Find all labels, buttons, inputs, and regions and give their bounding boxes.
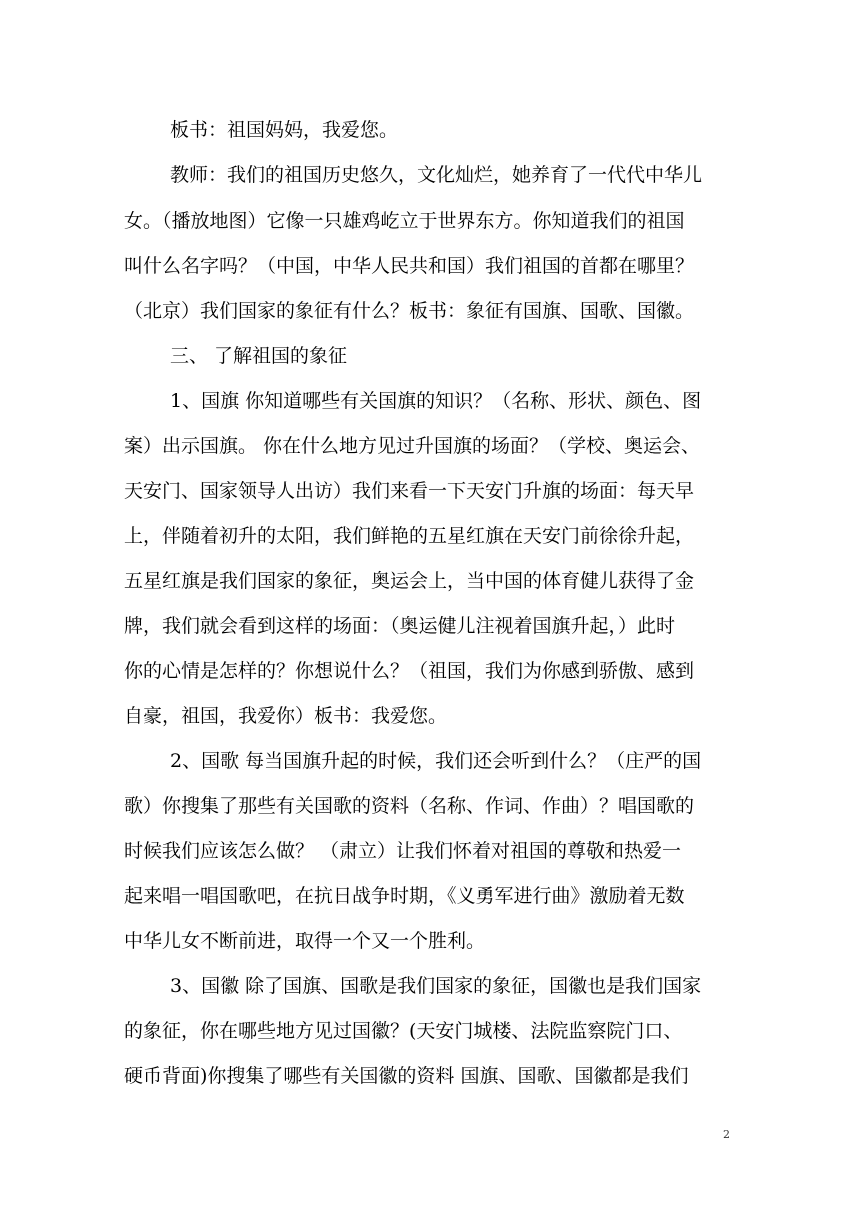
paragraph-line: 板书：祖国妈妈，我爱您。 [170,119,399,141]
paragraph-line: 歌）你搜集了那些有关国歌的资料（名称、作词、作曲）？唱国歌的 [124,795,695,817]
paragraph-line: 1、国旗 你知道哪些有关国旗的知识？（名称、形状、颜色、图 [170,390,702,412]
paragraph-line: 硬币背面)你搜集了哪些有关国徽的资料 国旗、国歌、国徽都是我们 [124,1065,689,1087]
paragraph-line: 时候我们应该怎么做？ （肃立）让我们怀着对祖国的尊敬和热爱一 [124,840,682,862]
paragraph-line: （北京）我们国家的象征有什么？板书：象征有国旗、国歌、国徽。 [124,300,695,322]
section-heading: 三、 了解祖国的象征 [170,345,348,367]
paragraph-line: 上，伴随着初升的太阳，我们鲜艳的五星红旗在天安门前徐徐升起， [124,525,695,547]
paragraph-line: 2、国歌 每当国旗升起的时候，我们还会听到什么？（庄严的国 [170,750,702,772]
paragraph-line: 叫什么名字吗？（中国，中华人民共和国）我们祖国的首都在哪里？ [124,255,695,277]
paragraph-line: 教师：我们的祖国历史悠久，文化灿烂，她养育了一代代中华儿 [170,164,703,186]
paragraph-line: 女。（播放地图）它像一只雄鸡屹立于世界东方。你知道我们的祖国 [124,210,685,232]
paragraph-line: 案）出示国旗。 你在什么地方见过升国旗的场面？（学校、奥运会、 [124,435,701,457]
paragraph-line: 起来唱一唱国歌吧，在抗日战争时期，《义勇军进行曲》激励着无数 [124,885,685,907]
paragraph-line: 中华儿女不断前进，取得一个又一个胜利。 [124,930,486,952]
paragraph-line: 牌，我们就会看到这样的场面：（奥运健儿注视着国旗升起，）此时 [124,615,676,637]
paragraph-line: 自豪，祖国，我爱你）板书：我爱您。 [124,705,448,727]
paragraph-line: 五星红旗是我们国家的象征，奥运会上，当中国的体育健儿获得了金 [124,570,695,592]
page-number: 2 [723,1128,730,1141]
paragraph-line: 你的心情是怎样的？你想说什么？（祖国，我们为你感到骄傲、感到 [124,660,695,682]
paragraph-line: 3、国徽 除了国旗、国歌是我们国家的象征，国徽也是我们国家 [170,975,702,997]
paragraph-line: 天安门、国家领导人出访）我们来看一下天安门升旗的场面：每天早 [124,480,695,502]
paragraph-line: 的象征，你在哪些地方见过国徽？(天安门城楼、法院监察院门口、 [124,1020,683,1042]
